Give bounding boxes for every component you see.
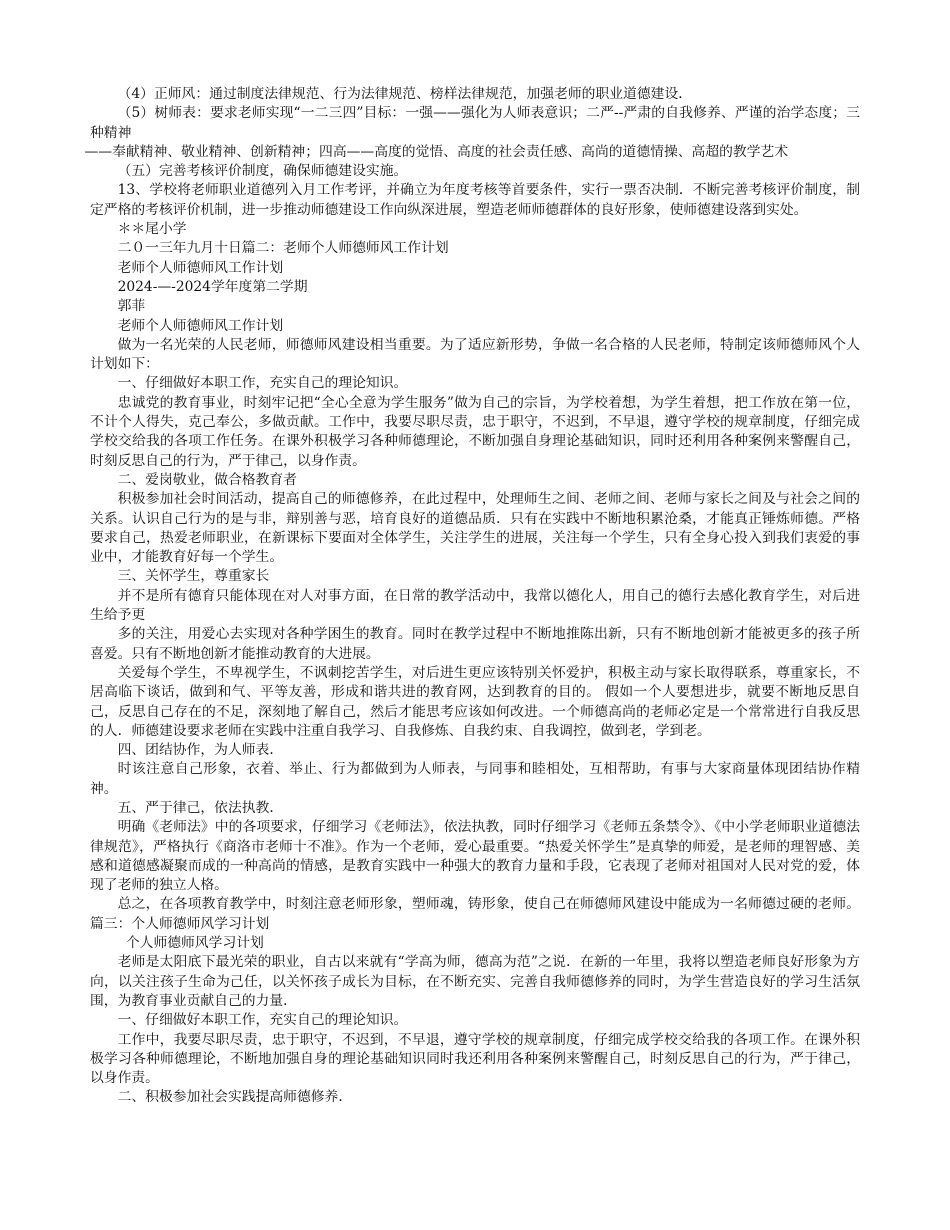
section-heading: 二、爱岗敬业，做合格教育者 — [117, 471, 297, 488]
section-heading: 一、仔细做好本职工作，充实自己的理论知识。 — [117, 375, 408, 392]
section-heading: 四、团结协作，为人师表． — [117, 742, 284, 759]
paragraph: 并不是所有德育只能体现在对人对事方面，在日常的教学活动中，我常以德化人，用自己的德行去感化教育学生，对后进生给予更 — [90, 587, 860, 624]
paragraph: 多的关注，用爱心去实现对各种学困生的教育。同时在教学过程中不断地推陈出新，只有不断地创新才能被更多的孩子所喜爱。只有不断地创新才能推动教育的大进展。 — [90, 626, 860, 662]
document-title: 老师个人师德师风工作计划 — [117, 259, 284, 276]
document-title: 老师个人师德师风工作计划 — [117, 317, 284, 334]
date-line: 二０一三年九月十日篇二：老师个人师德师风工作计划 — [117, 240, 449, 257]
author-name: 郭菲 — [117, 298, 146, 315]
section-heading: 一、仔细做好本职工作，充实自己的理论知识。 — [117, 1012, 408, 1029]
paragraph: 总之，在各项教育教学中，时刻注意老师形象，塑师魂，铸形象，使自己在师德师风建设中能成为一名师德过硬的老师。篇三：个人师德师风学习计划 — [90, 896, 860, 932]
paragraph: （4）正师风：通过制度法律规范、行为法律规范、榜样法律规范，加强老师的职业道德建设． — [117, 86, 693, 102]
paragraph: 工作中，我要尽职尽责，忠于职守，不迟到，不早退，遵守学校的规章制度，仔细完成学校交给我的各项工作。在课外积极学习各种师德理论，不断地加强自身的理论基础知识同时我还利用各种案例来警醒自己，时刻反思自己的行为，严于律己，以身作责。 — [90, 1031, 860, 1087]
paragraph: 13、学校将老师职业道德列入月工作考评，并确立为年度考核等首要条件，实行一票否决制．不断完善考核评价制度，制定严格的考核评价机制，进一步推动师德建设工作向纵深进展，塑造老师师德群体的良好形象，使师德建设落到实处。 — [90, 182, 860, 218]
section-heading: 二、积极参加社会实践提高师德修养． — [117, 1089, 353, 1106]
paragraph: 关爱每个学生，不卑视学生，不讽刺挖苦学生，对后进生更应该特别关怀爱护，积极主动与家长取得联系，尊重家长，不居高临下谈话，做到和气、平等友善，形成和谐共进的教育网，达到教育的目的。 假如一个人要想进步，就要不断地反思自己，反思自己存在的不足，深刻地了解自己，然后才能思考应该如何改进。一个师德高尚的老师必定是一个常常进行自我反思的人．师德建设要求老师在实践中注重自我学习、自我修炼、自我约束、自我调控，做到老，学到老。 — [90, 664, 860, 739]
section-heading: 五、严于律己，依法执教． — [117, 799, 284, 816]
school-name: ＊＊尾小学 — [117, 221, 187, 238]
paragraph: 老师是太阳底下最光荣的职业，自古以来就有“学高为师，德高为范”之说．在新的一年里，我将以塑造老师良好形象为方向，以关注孩子生命为己任，以关怀孩子成长为目标，在不断充实、完善自我师德修养的同时，为学生营造良好的学习生活氛围，为教育事业贡献自己的力量． — [90, 954, 860, 1009]
paragraph: （5）树师表：要求老师实现“一二三四”目标：一强——强化为人师表意识；二严--严肃的自我修养、严谨的治学态度；三种精神 — [90, 105, 860, 141]
paragraph: 忠诚党的教育事业，时刻牢记把“全心全意为学生服务”做为自己的宗旨，为学校着想，为学生着想，把工作放在第一位，不计个人得失，克己奉公，多做贡献。工作中，我要尽职尽责，忠于职守，不迟到，不早退，遵守学校的规章制度，仔细完成学校交给我的各项工作任务。在课外积极学习各种师德理论，不断加强自身理论基础知识，同时还利用各种案例来警醒自己，时刻反思自己的行为，严于律己，以身作责。 — [90, 394, 860, 469]
section-heading: （五）完善考核评价制度，确保师德建设实施。 — [117, 163, 408, 180]
document-title: 个人师德师风学习计划 — [125, 935, 264, 952]
paragraph: 时该注意自己形象，衣着、举止、行为都做到为人师表，与同事和睦相处，互相帮助，有事与大家商量体现团结协作精神。 — [90, 761, 860, 797]
paragraph: 明确《老师法》中的各项要求，仔细学习《老师法》，依法执教，同时仔细学习《老师五条禁令》、《中小学老师职业道德法律规范》，严格执行《商洛市老师十不准》。作为一个老师，爱心最重要。“热爱关怀学生”是真挚的师爱，是老师的理智感、美感和道德感凝聚而成的一种高尚的情感，是教育实践中一种强大的教育力量和手段，它表现了老师对祖国对人民对党的爱，体现了老师的独立人格。 — [90, 819, 860, 894]
paragraph: ——奉献精神、敬业精神、创新精神；四高——高度的觉悟、高度的社会责任感、高尚的道德情操、高超的教学艺术 — [84, 143, 789, 160]
section-heading: 三、关怀学生，尊重家长 — [117, 568, 270, 585]
semester-line: 2024-—-2024学年度第二学期 — [117, 278, 308, 295]
paragraph: 积极参加社会时间活动，提高自己的师德修养，在此过程中，处理师生之间、老师之间、老师与家长之间及与社会之间的关系。认识自己行为的是与非，辩别善与恶，培育良好的道德品质．只有在实践中不断地积累沧桑，才能真正锤炼师德。严格要求自己，热爱老师职业，在新课标下要面对全体学生，关注学生的进展，关注每一个学生，只有全身心投入到我们衷爱的事业中，才能教育好每一个学生。 — [90, 491, 860, 566]
paragraph: 做为一名光荣的人民老师，师德师风建设相当重要。为了适应新形势，争做一名合格的人民老师，特制定该师德师风个人计划如下： — [90, 336, 860, 373]
